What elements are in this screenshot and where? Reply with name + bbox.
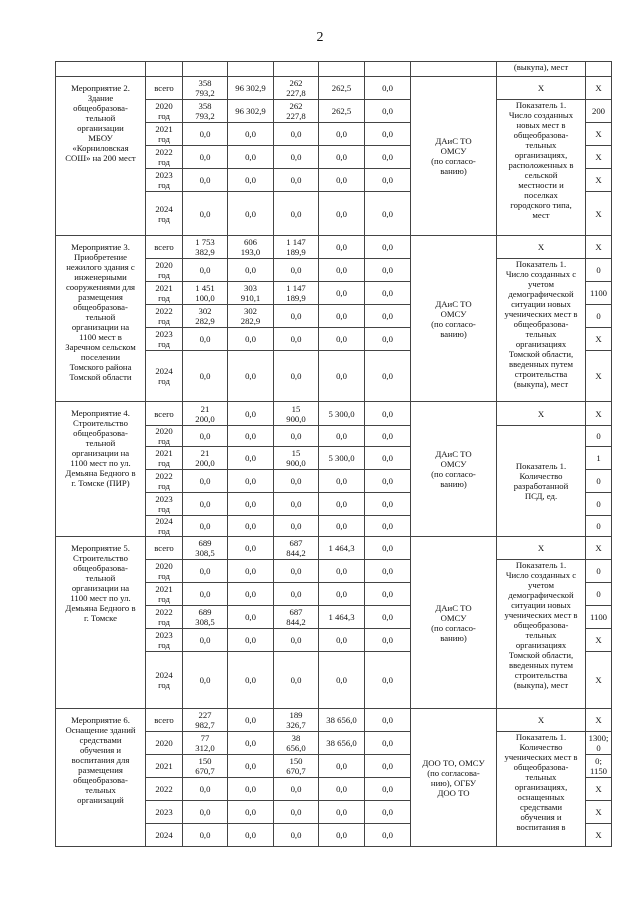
local-cell: 0,0 xyxy=(319,470,365,493)
local-cell: 0,0 xyxy=(319,426,365,447)
extra-cell: 0,0 xyxy=(365,516,411,537)
period-cell: 2020 год xyxy=(146,100,183,123)
regional-cell: 0,0 xyxy=(274,493,319,516)
total-cell: 77 312,0 xyxy=(183,732,228,755)
local-cell: 0,0 xyxy=(319,169,365,192)
local-cell: 0,0 xyxy=(319,282,365,305)
total-cell: 0,0 xyxy=(183,516,228,537)
federal-cell: 302 282,9 xyxy=(228,305,274,328)
regional-cell: 687 844,2 xyxy=(274,537,319,560)
extra-cell: 0,0 xyxy=(365,755,411,778)
local-cell: 0,0 xyxy=(319,629,365,652)
local-cell: 262,5 xyxy=(319,77,365,100)
federal-cell: 0,0 xyxy=(228,447,274,470)
regional-cell: 0,0 xyxy=(274,516,319,537)
indicator-value-cell: X xyxy=(586,629,612,652)
indicator-cell: Показатель 1. Число созданных с учетом демографической ситуации новых ученических мест в общеобразова- тельных организациях Томской области, введенных путем строительства (выкупа), мест xyxy=(497,259,586,402)
total-cell: 0,0 xyxy=(183,824,228,847)
extra-cell: 0,0 xyxy=(365,305,411,328)
indicator-value-cell: 0 xyxy=(586,560,612,583)
federal-cell: 0,0 xyxy=(228,259,274,282)
regional-cell: 0,0 xyxy=(274,192,319,236)
local-cell: 0,0 xyxy=(319,824,365,847)
executor-cell: ДАиС ТО ОМСУ (по согласо- ванию) xyxy=(411,402,497,537)
extra-cell: 0,0 xyxy=(365,583,411,606)
extra-cell: 0,0 xyxy=(365,537,411,560)
measure-name: Мероприятие 5. Строительство общеобразова- тельной организации на 1100 мест по ул. Демьяна Бедного в г. Томске xyxy=(56,537,146,709)
total-cell: 302 282,9 xyxy=(183,305,228,328)
indicator-value-cell: 0 xyxy=(586,493,612,516)
indicator-value-cell: X xyxy=(586,709,612,732)
local-cell: 0,0 xyxy=(319,123,365,146)
federal-cell: 0,0 xyxy=(228,778,274,801)
local-cell: 0,0 xyxy=(319,305,365,328)
local-cell: 0,0 xyxy=(319,328,365,351)
regional-cell: 0,0 xyxy=(274,652,319,709)
period-cell: всего xyxy=(146,537,183,560)
local-cell: 38 656,0 xyxy=(319,732,365,755)
regional-cell: 15 900,0 xyxy=(274,447,319,470)
regional-cell: 0,0 xyxy=(274,824,319,847)
indicator-value-cell: X xyxy=(586,824,612,847)
measure-name: Мероприятие 2. Здание общеобразова- тельной организации МБОУ «Корниловская СОШ» на 200 мест xyxy=(56,77,146,236)
extra-cell: 0,0 xyxy=(365,709,411,732)
measure-name: Мероприятие 6. Оснащение зданий средствами обучения и воспитания для размещения общеобразова- тельных организаций xyxy=(56,709,146,847)
total-cell: 0,0 xyxy=(183,146,228,169)
total-cell: 0,0 xyxy=(183,652,228,709)
indicator-total-cell: X xyxy=(497,537,586,560)
indicator-value-cell: 1300; 0 xyxy=(586,732,612,755)
local-cell: 1 464,3 xyxy=(319,537,365,560)
period-cell: 2024 год xyxy=(146,652,183,709)
executor-cell: ДАиС ТО ОМСУ (по согласо- ванию) xyxy=(411,77,497,236)
total-cell: 227 982,7 xyxy=(183,709,228,732)
total-cell: 0,0 xyxy=(183,560,228,583)
federal-cell: 0,0 xyxy=(228,755,274,778)
total-cell: 0,0 xyxy=(183,801,228,824)
indicator-value-cell: X xyxy=(586,169,612,192)
federal-cell: 0,0 xyxy=(228,709,274,732)
executor-cell: ДОО ТО, ОМСУ (по согласова- нию), ОГБУ ДОО ТО xyxy=(411,709,497,847)
local-cell: 0,0 xyxy=(319,493,365,516)
period-cell: 2024 xyxy=(146,824,183,847)
extra-cell: 0,0 xyxy=(365,606,411,629)
federal-cell: 0,0 xyxy=(228,169,274,192)
local-cell: 1 464,3 xyxy=(319,606,365,629)
indicator-value-cell: X xyxy=(586,328,612,351)
regional-cell: 262 227,8 xyxy=(274,77,319,100)
federal-cell: 96 302,9 xyxy=(228,100,274,123)
period-cell: 2022 xyxy=(146,778,183,801)
total-cell: 689 308,5 xyxy=(183,606,228,629)
extra-cell: 0,0 xyxy=(365,123,411,146)
period-cell: всего xyxy=(146,402,183,426)
period-cell: 2024 год xyxy=(146,351,183,402)
regional-cell: 0,0 xyxy=(274,470,319,493)
indicator-value-cell: X xyxy=(586,537,612,560)
local-cell: 0,0 xyxy=(319,236,365,259)
period-cell: всего xyxy=(146,77,183,100)
period-cell: 2021 год xyxy=(146,282,183,305)
extra-cell: 0,0 xyxy=(365,402,411,426)
local-cell: 0,0 xyxy=(319,516,365,537)
indicator-value-cell: X xyxy=(586,236,612,259)
total-cell: 0,0 xyxy=(183,192,228,236)
federal-cell: 0,0 xyxy=(228,402,274,426)
regional-cell: 15 900,0 xyxy=(274,402,319,426)
indicator-value-cell: X xyxy=(586,351,612,402)
regional-cell: 150 670,7 xyxy=(274,755,319,778)
total-cell: 0,0 xyxy=(183,169,228,192)
extra-cell: 0,0 xyxy=(365,77,411,100)
extra-cell: 0,0 xyxy=(365,470,411,493)
regional-cell: 0,0 xyxy=(274,305,319,328)
program-table xyxy=(55,61,612,847)
extra-cell: 0,0 xyxy=(365,351,411,402)
total-cell: 21 200,0 xyxy=(183,402,228,426)
header-continuation-row xyxy=(56,62,612,77)
period-cell: 2023 год xyxy=(146,328,183,351)
total-cell: 358 793,2 xyxy=(183,100,228,123)
period-cell: 2020 год xyxy=(146,259,183,282)
extra-cell: 0,0 xyxy=(365,560,411,583)
period-cell: 2024 год xyxy=(146,192,183,236)
indicator-value-cell: 0 xyxy=(586,470,612,493)
total-cell: 689 308,5 xyxy=(183,537,228,560)
indicator-total-cell: X xyxy=(497,77,586,100)
extra-cell: 0,0 xyxy=(365,282,411,305)
total-cell: 0,0 xyxy=(183,470,228,493)
local-cell: 0,0 xyxy=(319,801,365,824)
indicator-value-cell: X xyxy=(586,402,612,426)
header-continuation-text: (выкупа), мест xyxy=(497,62,586,77)
regional-cell: 1 147 189,9 xyxy=(274,236,319,259)
indicator-value-cell: X xyxy=(586,652,612,709)
federal-cell: 0,0 xyxy=(228,192,274,236)
indicator-total-cell: X xyxy=(497,709,586,732)
period-cell: 2023 год xyxy=(146,169,183,192)
total-cell: 0,0 xyxy=(183,123,228,146)
local-cell: 0,0 xyxy=(319,778,365,801)
executor-cell: ДАиС ТО ОМСУ (по согласо- ванию) xyxy=(411,537,497,709)
total-cell: 0,0 xyxy=(183,493,228,516)
measure-name: Мероприятие 3. Приобретение нежилого здания с инженерными сооружениями для размещения общеобразова- тельной организации на 1100 мест в Заречном сельском поселении Томского района Томской области xyxy=(56,236,146,402)
federal-cell: 0,0 xyxy=(228,606,274,629)
table-row xyxy=(56,402,612,426)
federal-cell: 606 193,0 xyxy=(228,236,274,259)
indicator-value-cell: 1100 xyxy=(586,282,612,305)
local-cell: 38 656,0 xyxy=(319,709,365,732)
total-cell: 0,0 xyxy=(183,778,228,801)
local-cell: 0,0 xyxy=(319,259,365,282)
federal-cell: 0,0 xyxy=(228,537,274,560)
federal-cell: 0,0 xyxy=(228,516,274,537)
indicator-value-cell: 0 xyxy=(586,259,612,282)
extra-cell: 0,0 xyxy=(365,732,411,755)
extra-cell: 0,0 xyxy=(365,192,411,236)
total-cell: 0,0 xyxy=(183,583,228,606)
table-row xyxy=(56,709,612,732)
regional-cell: 1 147 189,9 xyxy=(274,282,319,305)
indicator-value-cell: 1 xyxy=(586,447,612,470)
local-cell: 0,0 xyxy=(319,351,365,402)
regional-cell: 0,0 xyxy=(274,146,319,169)
indicator-cell: Показатель 1. Количество разработанной ПСД, ед. xyxy=(497,426,586,537)
period-cell: 2022 год xyxy=(146,146,183,169)
period-cell: 2022 год xyxy=(146,470,183,493)
indicator-value-cell: X xyxy=(586,146,612,169)
indicator-value-cell: X xyxy=(586,778,612,801)
table-row xyxy=(56,236,612,259)
regional-cell: 0,0 xyxy=(274,259,319,282)
regional-cell: 0,0 xyxy=(274,583,319,606)
extra-cell: 0,0 xyxy=(365,778,411,801)
federal-cell: 0,0 xyxy=(228,328,274,351)
table-row xyxy=(56,537,612,560)
extra-cell: 0,0 xyxy=(365,824,411,847)
local-cell: 0,0 xyxy=(319,583,365,606)
federal-cell: 0,0 xyxy=(228,583,274,606)
regional-cell: 0,0 xyxy=(274,328,319,351)
indicator-value-cell: X xyxy=(586,801,612,824)
indicator-value-cell: 0; 1150 xyxy=(586,755,612,778)
indicator-cell: Показатель 1. Количество ученических мест в общеобразова- тельных организациях, оснащенных средствами обучения и воспитания в xyxy=(497,732,586,847)
indicator-total-cell: X xyxy=(497,402,586,426)
total-cell: 358 793,2 xyxy=(183,77,228,100)
federal-cell: 0,0 xyxy=(228,426,274,447)
extra-cell: 0,0 xyxy=(365,146,411,169)
extra-cell: 0,0 xyxy=(365,652,411,709)
federal-cell: 0,0 xyxy=(228,351,274,402)
federal-cell: 0,0 xyxy=(228,629,274,652)
local-cell: 0,0 xyxy=(319,192,365,236)
total-cell: 0,0 xyxy=(183,351,228,402)
federal-cell: 0,0 xyxy=(228,123,274,146)
regional-cell: 687 844,2 xyxy=(274,606,319,629)
total-cell: 0,0 xyxy=(183,629,228,652)
local-cell: 5 300,0 xyxy=(319,402,365,426)
local-cell: 0,0 xyxy=(319,755,365,778)
regional-cell: 0,0 xyxy=(274,801,319,824)
total-cell: 0,0 xyxy=(183,328,228,351)
regional-cell: 262 227,8 xyxy=(274,100,319,123)
period-cell: 2023 год xyxy=(146,629,183,652)
period-cell: 2020 год xyxy=(146,426,183,447)
indicator-value-cell: 0 xyxy=(586,516,612,537)
total-cell: 21 200,0 xyxy=(183,447,228,470)
extra-cell: 0,0 xyxy=(365,100,411,123)
total-cell: 0,0 xyxy=(183,259,228,282)
period-cell: 2024 год xyxy=(146,516,183,537)
period-cell: 2022 год xyxy=(146,305,183,328)
federal-cell: 0,0 xyxy=(228,560,274,583)
period-cell: 2023 xyxy=(146,801,183,824)
indicator-value-cell: 1100 xyxy=(586,606,612,629)
regional-cell: 0,0 xyxy=(274,629,319,652)
total-cell: 1 753 382,9 xyxy=(183,236,228,259)
period-cell: 2021 xyxy=(146,755,183,778)
indicator-value-cell: X xyxy=(586,77,612,100)
federal-cell: 0,0 xyxy=(228,146,274,169)
federal-cell: 0,0 xyxy=(228,470,274,493)
regional-cell: 0,0 xyxy=(274,169,319,192)
indicator-value-cell: 0 xyxy=(586,305,612,328)
period-cell: 2021 год xyxy=(146,583,183,606)
indicator-cell: Показатель 1. Число созданных с учетом демографической ситуации новых ученических мест в общеобразова- тельных организациях Томской области, введенных путем строительства (выкупа), мест xyxy=(497,560,586,709)
federal-cell: 0,0 xyxy=(228,824,274,847)
local-cell: 0,0 xyxy=(319,652,365,709)
extra-cell: 0,0 xyxy=(365,236,411,259)
regional-cell: 0,0 xyxy=(274,351,319,402)
regional-cell: 189 326,7 xyxy=(274,709,319,732)
extra-cell: 0,0 xyxy=(365,426,411,447)
regional-cell: 38 656,0 xyxy=(274,732,319,755)
indicator-value-cell: 0 xyxy=(586,583,612,606)
extra-cell: 0,0 xyxy=(365,629,411,652)
extra-cell: 0,0 xyxy=(365,328,411,351)
total-cell: 150 670,7 xyxy=(183,755,228,778)
regional-cell: 0,0 xyxy=(274,778,319,801)
period-cell: 2023 год xyxy=(146,493,183,516)
regional-cell: 0,0 xyxy=(274,426,319,447)
period-cell: всего xyxy=(146,709,183,732)
period-cell: 2021 год xyxy=(146,123,183,146)
federal-cell: 96 302,9 xyxy=(228,77,274,100)
regional-cell: 0,0 xyxy=(274,123,319,146)
regional-cell: 0,0 xyxy=(274,560,319,583)
period-cell: 2021 год xyxy=(146,447,183,470)
indicator-total-cell: X xyxy=(497,236,586,259)
total-cell: 1 451 100,0 xyxy=(183,282,228,305)
period-cell: всего xyxy=(146,236,183,259)
federal-cell: 303 910,1 xyxy=(228,282,274,305)
total-cell: 0,0 xyxy=(183,426,228,447)
table-row xyxy=(56,77,612,100)
extra-cell: 0,0 xyxy=(365,259,411,282)
federal-cell: 0,0 xyxy=(228,652,274,709)
federal-cell: 0,0 xyxy=(228,493,274,516)
indicator-value-cell: X xyxy=(586,123,612,146)
local-cell: 262,5 xyxy=(319,100,365,123)
extra-cell: 0,0 xyxy=(365,801,411,824)
federal-cell: 0,0 xyxy=(228,732,274,755)
indicator-value-cell: 200 xyxy=(586,100,612,123)
local-cell: 5 300,0 xyxy=(319,447,365,470)
extra-cell: 0,0 xyxy=(365,493,411,516)
executor-cell: ДАиС ТО ОМСУ (по согласо- ванию) xyxy=(411,236,497,402)
period-cell: 2020 xyxy=(146,732,183,755)
measure-name: Мероприятие 4. Строительство общеобразова- тельной организации на 1100 мест по ул. Демьяна Бедного в г. Томске (ПИР) xyxy=(56,402,146,537)
local-cell: 0,0 xyxy=(319,560,365,583)
local-cell: 0,0 xyxy=(319,146,365,169)
extra-cell: 0,0 xyxy=(365,447,411,470)
page-number: 2 xyxy=(316,30,324,45)
period-cell: 2022 год xyxy=(146,606,183,629)
federal-cell: 0,0 xyxy=(228,801,274,824)
period-cell: 2020 год xyxy=(146,560,183,583)
extra-cell: 0,0 xyxy=(365,169,411,192)
indicator-value-cell: X xyxy=(586,192,612,236)
indicator-cell: Показатель 1. Число созданных новых мест в общеобразова- тельных организациях, расположенных в сельской местности и поселках городского типа, мест xyxy=(497,100,586,236)
indicator-value-cell: 0 xyxy=(586,426,612,447)
